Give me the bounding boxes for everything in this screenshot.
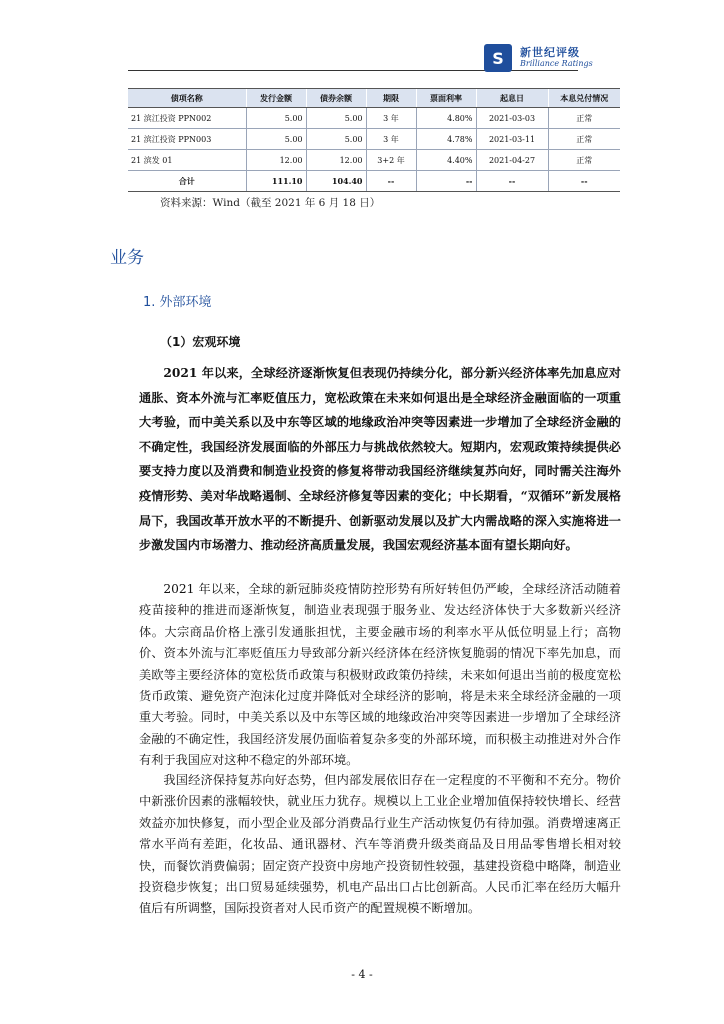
body-paragraph: 我国经济保持复苏向好态势，但内部发展依旧存在一定程度的不平衡和不充分。物价中新涨价因素的涨幅较快，就业压力犹存。规模以上工业企业增加值保持较快增长、经营效益亦加快修复，而小型企业及部分消费品行业生产活动恢复仍有待加强。消费增速离正常水平尚有差距，化妆品、通讯器材、汽车等消费升级类商品及日用品零售增长相对较快，而餐饮消费偏弱；固定资产投资中房地产投资韧性较强，基建投资稳中略降，制造业投资稳步恢复；出口贸易延续强势，机电产品出口占比创新高。人民币汇率在经历大幅升值后有所调整，国际投资者对人民币资产的配置规模不断增加。 <box>139 773 621 916</box>
table-total-row <box>128 171 620 192</box>
page-number: - 4 - <box>351 968 373 981</box>
table-cell: 5.00 <box>306 129 366 150</box>
table-cell: 4.40% <box>416 150 476 171</box>
table-cell: 正常 <box>548 108 620 129</box>
logo-mark-icon: S <box>484 44 512 72</box>
summary-paragraph: 2021 年以来，全球经济逐渐恢复但表现仍持续分化，部分新兴经济体率先加息应对通胀、资本外流与汇率贬值压力，宽松政策在未来如何退出是全球经济金融面临的一项重大考验，而中美关系以及中东等区域的地缘政治冲突等因素进一步增加了全球经济金融的不确定性，我国经济发展面临的外部压力与挑战依然较大。短期内，宏观政策持续提供必要支持力度以及消费和制造业投资的修复将带动我国经济继续复苏向好，同时需关注海外疫情形势、美对华战略遏制、全球经济修复等因素的变化；中长期看，“双循环”新发展格局下，我国改革开放水平的不断提升、创新驱动发展以及扩大内需战略的深入实施将进一步激发国内市场潜力、推动经济高质量发展，我国宏观经济基本面有望长期向好。 <box>139 366 621 553</box>
table-cell: 4.78% <box>416 129 476 150</box>
table-cell: -- <box>366 171 416 192</box>
table-cell: 2021-03-03 <box>476 108 548 129</box>
col-header: 债券余额 <box>306 89 366 108</box>
table-cell: 12.00 <box>306 150 366 171</box>
table-cell: 3 年 <box>366 108 416 129</box>
brand-logo <box>484 44 594 74</box>
table-cell: -- <box>476 171 548 192</box>
table-cell: 正常 <box>548 150 620 171</box>
table-cell: 合计 <box>128 171 246 192</box>
table-row <box>128 150 620 171</box>
table-cell: 3+2 年 <box>366 150 416 171</box>
table-cell: 2021-03-11 <box>476 129 548 150</box>
logo-english-name: Brilliance Ratings <box>520 59 593 68</box>
table-cell: 正常 <box>548 129 620 150</box>
table-source-note: 资料来源：Wind（截至 2021 年 6 月 18 日） <box>160 197 381 209</box>
col-header: 本息兑付情况 <box>548 89 620 108</box>
table-row <box>128 108 620 129</box>
col-header: 债项名称 <box>128 89 246 108</box>
table-cell: 21 滨江投资 PPN003 <box>128 129 246 150</box>
body-paragraph: 2021 年以来，全球的新冠肺炎疫情防控形势有所好转但仍严峻，全球经济活动随着疫苗接种的推进而逐渐恢复，制造业表现强于服务业、发达经济体快于大多数新兴经济体。大宗商品价格上涨引发通胀担忧，主要金融市场的利率水平从低位明显上行；高物价、资本外流与汇率贬值压力导致部分新兴经济体在经济恢复脆弱的情况下率先加息，而美欧等主要经济体的宽松货币政策与积极财政政策仍持续，未来如何退出当前的极度宽松货币政策、避免资产泡沫化过度并降低对全球经济的影响，将是未来全球经济金融的一项重大考验。同时，中美关系以及中东等区域的地缘政治冲突等因素进一步增加了全球经济金融的不确定性，我国经济发展仍面临着复杂多变的外部环境，而积极主动推进对外合作有利于我国应对这种不稳定的外部环境。 <box>139 582 621 768</box>
col-header: 发行金额 <box>246 89 306 108</box>
table-cell: -- <box>416 171 476 192</box>
table-cell: 21 滨发 01 <box>128 150 246 171</box>
table-cell: 2021-04-27 <box>476 150 548 171</box>
table-cell: 12.00 <box>246 150 306 171</box>
table-cell: 5.00 <box>246 129 306 150</box>
table-cell: 5.00 <box>246 108 306 129</box>
table-cell: 4.80% <box>416 108 476 129</box>
table-cell: 111.10 <box>246 171 306 192</box>
table-cell: 3 年 <box>366 129 416 150</box>
table-cell: 21 滨江投资 PPN002 <box>128 108 246 129</box>
table-row <box>128 129 620 150</box>
col-header: 票面利率 <box>416 89 476 108</box>
table-cell: 5.00 <box>306 108 366 129</box>
table-cell: 104.40 <box>306 171 366 192</box>
table-cell: -- <box>548 171 620 192</box>
subsubsection-title: （1）宏观环境 <box>160 335 241 349</box>
bond-table <box>128 88 620 192</box>
table-header-row <box>128 89 620 108</box>
subsection-title: 1. 外部环境 <box>143 295 212 310</box>
logo-chinese-name: 新世纪评级 <box>520 46 580 59</box>
section-title: 业务 <box>110 248 144 268</box>
col-header: 起息日 <box>476 89 548 108</box>
col-header: 期限 <box>366 89 416 108</box>
